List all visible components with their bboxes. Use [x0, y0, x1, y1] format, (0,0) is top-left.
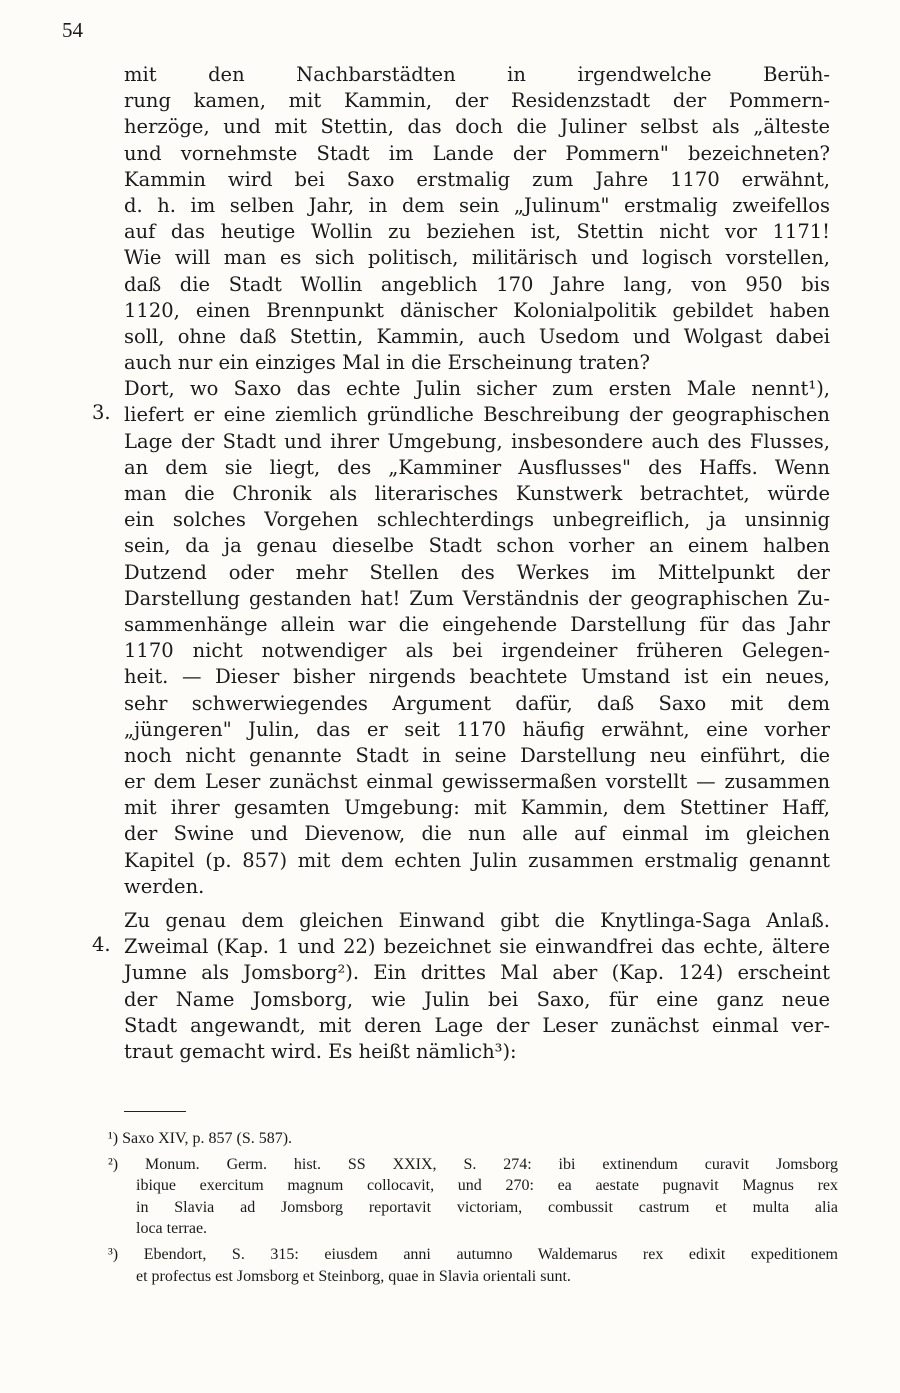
text-line: heit. — Dieser bisher nirgends beachtete Umstand ist ein neues, — [124, 665, 830, 689]
text-line: Wie will man es sich politisch, militärisch und logisch vorstellen, — [124, 246, 830, 270]
text-line: ¹) Saxo XIV, p. 857 (S. 587). — [108, 1130, 293, 1147]
text-line: Lage der Stadt und ihrer Umgebung, insbesondere auch des Flusses, — [124, 429, 830, 453]
text-line: in Slavia ad Jomsborg reportavit victoriam, combussit castrum et multa alia — [136, 1198, 838, 1216]
item-number-4: 4. — [92, 933, 111, 956]
text-line: rung kamen, mit Kammin, der Residenzstadt der Pommern- — [124, 89, 830, 113]
list-item-3 — [124, 376, 830, 900]
body-text — [124, 62, 830, 1065]
text-line: noch nicht genannte Stadt in seine Darstellung neu einführt, die — [124, 743, 830, 767]
text-line: Kammin wird bei Saxo erstmalig zum Jahre 1170 erwähnt, — [124, 167, 830, 191]
footnote-2 — [74, 1154, 838, 1240]
item-number-3: 3. — [92, 401, 111, 424]
text-line: Dutzend oder mehr Stellen des Werkes im Mittelpunkt der — [124, 560, 830, 584]
text-line: Dort, wo Saxo das echte Julin sicher zum ersten Male nennt¹), — [124, 377, 830, 401]
text-line: sammenhänge allein war die eingehende Darstellung für das Jahr — [124, 612, 830, 636]
text-line: daß die Stadt Wollin angeblich 170 Jahre lang, von 950 bis — [124, 272, 830, 296]
footnote-divider — [124, 1111, 186, 1112]
text-line: soll, ohne daß Stettin, Kammin, auch Usedom und Wolgast dabei — [124, 324, 830, 348]
text-line: Zweimal (Kap. 1 und 22) bezeichnet sie einwandfrei das echte, ältere — [124, 935, 830, 959]
page-number: 54 — [62, 18, 83, 42]
footnote-1 — [74, 1128, 838, 1150]
text-line: Stadt angewandt, mit deren Lage der Leser zunächst einmal ver- — [124, 1013, 830, 1037]
text-line: Darstellung gestanden hat! Zum Verständnis der geographischen Zu- — [124, 586, 830, 610]
text-line: sehr schwerwiegendes Argument dafür, daß Saxo mit dem — [124, 691, 830, 715]
text-line: 1120, einen Brennpunkt dänischer Kolonialpolitik gebildet haben — [124, 298, 830, 322]
text-line: an dem sie liegt, des „Kamminer Ausflusses" des Haffs. Wenn — [124, 455, 830, 479]
text-line: 1170 nicht notwendiger als bei irgendeiner früheren Gelegen- — [124, 639, 830, 663]
paragraph-1 — [124, 62, 830, 376]
text-line: werden. — [124, 874, 205, 898]
text-line: „jüngeren" Julin, das er seit 1170 häufig erwähnt, eine vorher — [124, 717, 830, 741]
text-line: mit den Nachbarstädten in irgendwelche Berüh- — [124, 63, 830, 86]
text-line: der Name Jomsborg, wie Julin bei Saxo, für eine ganz neue — [124, 987, 830, 1011]
text-line: er dem Leser zunächst einmal gewissermaßen vorstellt — zusammen — [124, 770, 830, 794]
text-line: ²) Monum. Germ. hist. SS XXIX, S. 274: ibi extinendum curavit Jomsborg — [108, 1155, 838, 1173]
text-line: mit ihrer gesamten Umgebung: mit Kammin, dem Stettiner Haff, — [124, 796, 830, 820]
text-line: liefert er eine ziemlich gründliche Beschreibung der geographischen — [124, 403, 830, 427]
text-line: ³) Ebendort, S. 315: eiusdem anni autumno Waldemarus rex edixit expeditionem — [108, 1245, 838, 1263]
text-line: sein, da ja genau dieselbe Stadt schon vorher an einem halben — [124, 534, 830, 558]
text-line: herzöge, und mit Stettin, das doch die Juliner selbst als „älteste — [124, 115, 830, 139]
text-line: man die Chronik als literarisches Kunstwerk betrachtet, würde — [124, 482, 830, 505]
text-line: loca terrae. — [136, 1220, 208, 1238]
text-line: Zu genau dem gleichen Einwand gibt die Knytlinga-Saga Anlaß. — [124, 909, 830, 932]
footnote-3 — [74, 1244, 838, 1287]
list-item-4 — [124, 908, 830, 1065]
text-line: auf das heutige Wollin zu beziehen ist, Stettin nicht vor 1171! — [124, 220, 830, 244]
text-line: und vornehmste Stadt im Lande der Pommern" bezeichneten? — [124, 141, 830, 165]
text-line: ibique exercitum magnum collocavit, und 270: ea aestate pugnavit Magnus rex — [136, 1177, 838, 1195]
text-line: Jumne als Jomsborg²). Ein drittes Mal aber (Kap. 124) erscheint — [124, 961, 830, 985]
text-line: et profectus est Jomsborg et Steinborg, quae in Slavia orientali sunt. — [136, 1267, 571, 1285]
text-line: traut gemacht wird. Es heißt nämlich³): — [124, 1039, 517, 1063]
footnotes — [74, 1128, 838, 1291]
text-line: der Swine und Dievenow, die nun alle auf einmal im gleichen — [124, 822, 830, 846]
text-line: Kapitel (p. 857) mit dem echten Julin zusammen erstmalig genannt — [124, 848, 830, 872]
text-line: ein solches Vorgehen schlechterdings unbegreiflich, ja unsinnig — [124, 508, 830, 532]
text-line: auch nur ein einziges Mal in die Erscheinung traten? — [124, 351, 650, 375]
text-line: d. h. im selben Jahr, in dem sein „Julinum" erstmalig zweifellos — [124, 193, 830, 217]
